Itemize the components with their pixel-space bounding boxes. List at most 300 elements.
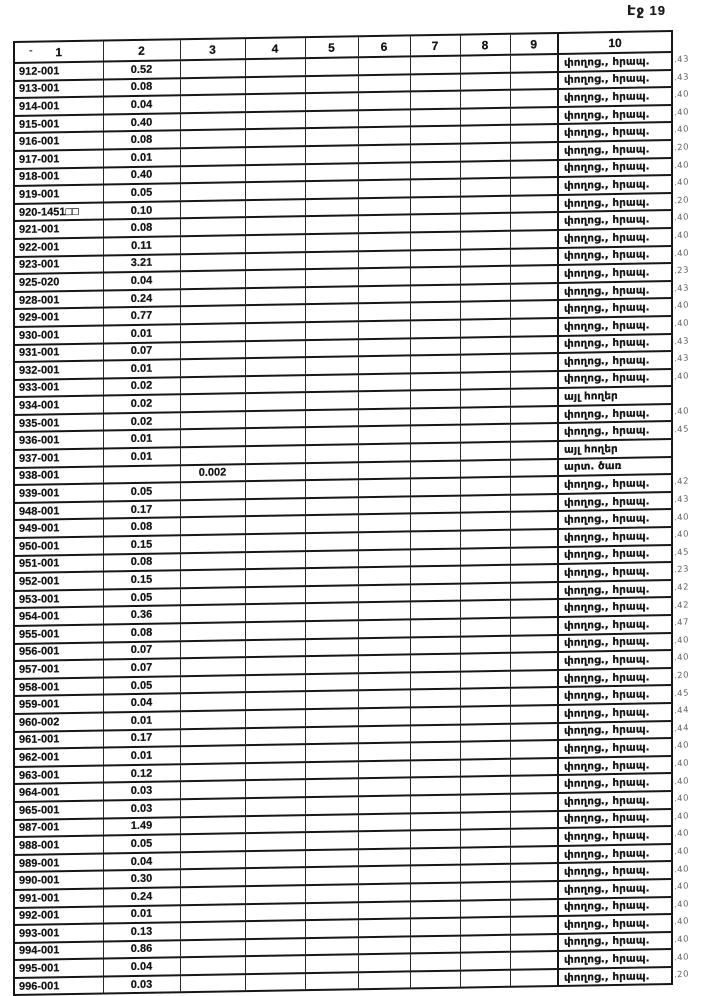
cell-empty xyxy=(510,582,558,600)
handwritten-margin-mark: .40 xyxy=(673,635,690,647)
cell-area-value: 0.52 xyxy=(103,60,180,79)
cell-area-value-3 xyxy=(180,94,245,113)
cell-area-value: 0.03 xyxy=(103,975,180,994)
cell-area-value: 0.01 xyxy=(103,324,180,343)
cell-code: 916-001 xyxy=(14,132,103,151)
cell-empty xyxy=(510,230,558,248)
cell-code: 934-001 xyxy=(14,396,103,415)
cell-empty xyxy=(510,212,558,230)
cell-empty xyxy=(460,248,510,266)
cell-empty xyxy=(460,424,510,442)
cell-land-use: փողոց., հրապ. xyxy=(558,527,672,546)
cell-area-value: 0.05 xyxy=(103,482,180,501)
cell-empty xyxy=(358,479,410,497)
cell-empty xyxy=(358,197,410,215)
cell-code: 949-001 xyxy=(14,519,103,538)
cell-code: 965-001 xyxy=(14,800,103,819)
cell-area-value-3 xyxy=(180,481,245,500)
handwritten-margin-mark: .40 xyxy=(673,916,690,928)
cell-empty xyxy=(305,937,358,955)
cell-land-use: փողոց., հրապ. xyxy=(558,193,672,212)
cell-empty xyxy=(245,287,305,306)
cell-empty xyxy=(245,322,305,341)
cell-empty xyxy=(410,214,460,232)
cell-code: 948-001 xyxy=(14,501,103,520)
cell-area-value-3 xyxy=(180,728,245,747)
cell-empty xyxy=(245,58,305,77)
cell-empty xyxy=(510,564,558,582)
cell-empty xyxy=(410,108,460,126)
cell-empty xyxy=(305,444,358,462)
cell-empty xyxy=(245,639,305,658)
cell-empty xyxy=(510,793,558,811)
handwritten-margin-mark: .20 xyxy=(673,969,690,981)
column-header-label: 5 xyxy=(328,40,335,55)
cell-empty xyxy=(460,864,510,882)
cell-empty xyxy=(358,92,410,110)
cell-code: 914-001 xyxy=(14,97,103,116)
cell-empty xyxy=(245,217,305,236)
cell-empty xyxy=(460,882,510,900)
handwritten-margin-mark: .44 xyxy=(673,723,690,735)
handwritten-margin-mark: .40 xyxy=(673,758,690,770)
cell-area-value: 0.17 xyxy=(103,500,180,519)
cell-empty xyxy=(305,884,358,902)
cell-area-value: 0.15 xyxy=(103,535,180,554)
cell-code: 925-020 xyxy=(14,273,103,292)
cell-land-use: փողոց., հրապ. xyxy=(558,861,672,880)
cell-empty xyxy=(245,604,305,623)
cell-empty xyxy=(410,495,460,513)
cell-empty xyxy=(358,567,410,585)
cell-empty xyxy=(410,249,460,267)
cell-empty xyxy=(510,898,558,916)
cell-empty xyxy=(410,847,460,865)
cell-code: 989-001 xyxy=(14,853,103,872)
cell-empty xyxy=(410,407,460,425)
cell-empty xyxy=(460,970,510,988)
cell-land-use: փողոց., հրապ. xyxy=(558,562,672,581)
cell-empty xyxy=(358,356,410,374)
cell-empty xyxy=(410,707,460,725)
cell-empty xyxy=(245,815,305,834)
column-header-label: 2 xyxy=(138,43,145,58)
cell-empty xyxy=(460,794,510,812)
handwritten-margin-mark: .43 xyxy=(673,283,690,295)
cell-area-value: 0.05 xyxy=(103,834,180,853)
cell-empty xyxy=(510,265,558,283)
cell-empty xyxy=(358,285,410,303)
cell-empty xyxy=(460,442,510,460)
handwritten-margin-mark: .40 xyxy=(673,529,690,541)
handwritten-margin-mark: .40 xyxy=(673,124,690,136)
cell-area-value-3 xyxy=(180,305,245,324)
cell-area-value-3 xyxy=(180,59,245,78)
cell-empty xyxy=(410,73,460,91)
cell-empty xyxy=(358,602,410,620)
column-header xyxy=(358,35,410,57)
cell-empty xyxy=(358,760,410,778)
cell-empty xyxy=(305,233,358,251)
cell-empty xyxy=(410,355,460,373)
cell-empty xyxy=(510,705,558,723)
scan-artifact-dash: - xyxy=(29,44,33,57)
cell-land-use: փողոց., հրապ. xyxy=(558,122,672,141)
cell-empty xyxy=(358,215,410,233)
cell-area-value: 0.04 xyxy=(103,958,180,977)
cell-empty xyxy=(305,638,358,656)
cell-empty xyxy=(305,532,358,550)
cell-empty xyxy=(460,829,510,847)
cell-empty xyxy=(245,93,305,112)
column-header-label: 8 xyxy=(481,37,489,52)
cell-code: 993-001 xyxy=(14,924,103,943)
cell-area-value-3 xyxy=(180,499,245,518)
cell-code: 912-001 xyxy=(14,62,103,81)
cell-area-value-3 xyxy=(180,552,245,571)
cell-empty xyxy=(410,302,460,320)
cell-land-use: փողոց., հրապ. xyxy=(558,105,672,124)
cell-empty xyxy=(305,691,358,709)
column-header xyxy=(510,33,558,55)
cell-empty xyxy=(410,460,460,478)
cell-empty xyxy=(510,72,558,90)
handwritten-margin-mark: .45 xyxy=(673,424,690,436)
cell-empty xyxy=(510,863,558,881)
cell-empty xyxy=(305,550,358,568)
cell-empty xyxy=(410,654,460,672)
cell-empty xyxy=(245,674,305,693)
cell-empty xyxy=(305,180,358,198)
cell-empty xyxy=(305,251,358,269)
handwritten-margin-mark: .42 xyxy=(673,582,690,594)
cell-area-value-3 xyxy=(180,833,245,852)
handwritten-margin-mark: .43 xyxy=(673,54,690,66)
cell-empty xyxy=(460,547,510,565)
cell-empty xyxy=(460,407,510,425)
cell-area-value-3 xyxy=(180,270,245,289)
cell-code: 996-001 xyxy=(14,976,103,995)
cell-empty xyxy=(305,761,358,779)
cell-area-value: 0.05 xyxy=(103,676,180,695)
cell-empty xyxy=(410,91,460,109)
cell-empty xyxy=(245,797,305,816)
cell-land-use: փողոց., հրապ. xyxy=(558,580,672,599)
cell-empty xyxy=(410,918,460,936)
cell-empty xyxy=(305,75,358,93)
handwritten-margin-mark: .40 xyxy=(673,406,690,418)
cell-empty xyxy=(358,795,410,813)
cell-area-value-3 xyxy=(180,675,245,694)
cell-area-value: 0.01 xyxy=(103,905,180,924)
cell-land-use: փողոց., հրապ. xyxy=(558,967,672,986)
cell-empty xyxy=(460,846,510,864)
cell-empty xyxy=(245,920,305,939)
cell-area-value: 0.86 xyxy=(103,940,180,959)
cell-empty xyxy=(245,568,305,587)
cell-land-use: փողոց., հրապ. xyxy=(558,263,672,282)
cell-empty xyxy=(245,111,305,130)
cell-code: 995-001 xyxy=(14,959,103,978)
cell-land-use: փողոց., հրապ. xyxy=(558,721,672,740)
cell-area-value: 0.05 xyxy=(103,183,180,202)
cell-land-use: փողոց., հրապ. xyxy=(558,949,672,968)
cell-land-use: փողոց., հրապ. xyxy=(558,87,672,106)
cell-code: 951-001 xyxy=(14,554,103,573)
cell-empty xyxy=(358,672,410,690)
cell-empty xyxy=(410,759,460,777)
cell-land-use: այլ հողեր xyxy=(558,386,672,405)
cell-empty xyxy=(410,953,460,971)
cell-empty xyxy=(305,655,358,673)
cell-empty xyxy=(358,162,410,180)
scan-skew-wrapper xyxy=(13,29,712,996)
cell-code: 938-001 xyxy=(14,466,103,485)
cell-area-value-3 xyxy=(180,974,245,993)
cell-land-use: փողոց., հրապ. xyxy=(558,52,672,71)
cell-empty xyxy=(358,954,410,972)
column-header xyxy=(460,34,510,56)
cell-empty xyxy=(460,389,510,407)
cell-empty xyxy=(358,743,410,761)
cell-land-use: փողոց., հրապ. xyxy=(558,210,672,229)
cell-land-use: փողոց., հրապ. xyxy=(558,175,672,194)
cell-empty xyxy=(358,936,410,954)
cell-land-use: փողոց., հրապ. xyxy=(558,703,672,722)
cell-empty xyxy=(510,652,558,670)
cell-area-value: 0.01 xyxy=(103,430,180,449)
handwritten-margin-mark: .40 xyxy=(673,89,690,101)
handwritten-margin-mark: .42 xyxy=(673,476,690,488)
handwritten-margin-mark: .43 xyxy=(673,72,690,84)
cell-area-value-3 xyxy=(180,710,245,729)
cell-empty xyxy=(245,480,305,499)
cell-land-use: փողոց., հրապ. xyxy=(558,844,672,863)
cell-empty xyxy=(510,828,558,846)
cell-empty xyxy=(460,899,510,917)
cell-empty xyxy=(358,109,410,127)
cell-empty xyxy=(245,903,305,922)
cell-empty xyxy=(510,160,558,178)
cell-empty xyxy=(510,529,558,547)
cell-empty xyxy=(410,742,460,760)
cell-code: 929-001 xyxy=(14,308,103,327)
cell-empty xyxy=(245,832,305,851)
cell-empty xyxy=(510,599,558,617)
cell-code: 923-001 xyxy=(14,255,103,274)
cell-area-value: 0.08 xyxy=(103,131,180,150)
cell-empty xyxy=(358,74,410,92)
cell-empty xyxy=(510,124,558,142)
cell-area-value-3 xyxy=(180,763,245,782)
cell-empty xyxy=(305,92,358,110)
cell-area-value: 0.08 xyxy=(103,623,180,642)
cell-empty xyxy=(410,882,460,900)
cell-area-value-3 xyxy=(180,358,245,377)
cell-empty xyxy=(510,283,558,301)
cell-empty xyxy=(305,620,358,638)
cell-empty xyxy=(305,198,358,216)
cell-empty xyxy=(460,512,510,530)
cell-empty xyxy=(245,252,305,271)
cell-area-value-3 xyxy=(180,569,245,588)
cell-empty xyxy=(245,621,305,640)
cell-empty xyxy=(510,810,558,828)
cell-empty xyxy=(245,692,305,711)
cell-empty xyxy=(245,357,305,376)
column-header xyxy=(410,35,460,57)
column-header-label: 7 xyxy=(431,38,439,53)
handwritten-margin-mark: .20 xyxy=(673,142,690,154)
cell-land-use: փողոց., հրապ. xyxy=(558,650,672,669)
cell-empty xyxy=(245,181,305,200)
cell-area-value: 0.17 xyxy=(103,729,180,748)
cell-land-use: այլ հողեր xyxy=(558,439,672,458)
cell-empty xyxy=(358,549,410,567)
cell-area-value-3 xyxy=(180,112,245,131)
cell-empty xyxy=(245,463,305,482)
cell-area-value: 0.01 xyxy=(103,711,180,730)
handwritten-margin-mark: .40 xyxy=(673,177,690,189)
cell-empty xyxy=(460,143,510,161)
cell-empty xyxy=(245,867,305,886)
cell-land-use: փողոց., հրապ. xyxy=(558,246,672,265)
cell-empty xyxy=(305,57,358,75)
cell-empty xyxy=(305,585,358,603)
cell-empty xyxy=(510,142,558,160)
cell-code: 920-1451□□ xyxy=(14,202,103,221)
cell-code: 922-001 xyxy=(14,237,103,256)
cell-area-value: 0.07 xyxy=(103,658,180,677)
cell-land-use: փողոց., հրապ. xyxy=(558,668,672,687)
cell-land-use: փողոց., հրապ. xyxy=(558,422,672,441)
cell-empty xyxy=(410,126,460,144)
handwritten-margin-mark: .44 xyxy=(673,705,690,717)
cell-area-value: 0.07 xyxy=(103,641,180,660)
cell-area-value: 0.04 xyxy=(103,852,180,871)
cell-empty xyxy=(460,706,510,724)
cell-empty xyxy=(410,372,460,390)
cell-empty xyxy=(510,247,558,265)
cell-empty xyxy=(358,461,410,479)
cell-area-value-3 xyxy=(180,235,245,254)
cell-area-value: 0.02 xyxy=(103,395,180,414)
cell-empty xyxy=(305,902,358,920)
cell-empty xyxy=(358,250,410,268)
cell-empty xyxy=(305,268,358,286)
cell-area-value: 0.24 xyxy=(103,289,180,308)
cell-land-use: փողոց., հրապ. xyxy=(558,597,672,616)
cell-code: 992-001 xyxy=(14,906,103,925)
cell-empty xyxy=(410,144,460,162)
cell-area-value: 0.01 xyxy=(103,148,180,167)
cell-empty xyxy=(305,356,358,374)
cell-land-use: փողոց., հրապ. xyxy=(558,140,672,159)
cell-empty xyxy=(358,496,410,514)
cell-code: 933-001 xyxy=(14,378,103,397)
cell-area-value-3 xyxy=(180,288,245,307)
handwritten-margin-mark: .40 xyxy=(673,934,690,946)
cell-area-value: 0.24 xyxy=(103,887,180,906)
cell-area-value-3 xyxy=(180,816,245,835)
cell-empty xyxy=(305,779,358,797)
cell-empty xyxy=(305,831,358,849)
cell-empty xyxy=(305,163,358,181)
cell-code: 936-001 xyxy=(14,431,103,450)
cell-empty xyxy=(358,408,410,426)
cell-area-value-3 xyxy=(180,393,245,412)
cell-empty xyxy=(358,637,410,655)
cell-code: 962-001 xyxy=(14,748,103,767)
handwritten-margin-mark: .45 xyxy=(673,547,690,559)
cell-empty xyxy=(410,689,460,707)
cell-empty xyxy=(305,110,358,128)
cell-empty xyxy=(460,354,510,372)
cell-area-value: 0.03 xyxy=(103,799,180,818)
handwritten-margin-mark: .40 xyxy=(673,160,690,172)
cell-empty xyxy=(410,548,460,566)
cell-empty xyxy=(358,391,410,409)
cell-code: 994-001 xyxy=(14,941,103,960)
cell-area-value: 0.77 xyxy=(103,307,180,326)
cell-empty xyxy=(245,727,305,746)
cell-empty xyxy=(305,427,358,445)
cell-empty xyxy=(510,670,558,688)
cell-empty xyxy=(245,445,305,464)
handwritten-margin-mark: .40 xyxy=(673,107,690,119)
column-header-label: 4 xyxy=(271,41,279,56)
cell-code: 932-001 xyxy=(14,361,103,380)
cell-empty xyxy=(510,969,558,987)
cell-empty xyxy=(245,762,305,781)
cell-empty xyxy=(460,565,510,583)
cell-empty xyxy=(510,177,558,195)
cell-empty xyxy=(460,741,510,759)
cell-empty xyxy=(510,406,558,424)
cell-area-value-3 xyxy=(180,640,245,659)
cell-land-use: փողոց., հրապ. xyxy=(558,791,672,810)
cell-empty xyxy=(358,655,410,673)
cell-empty xyxy=(410,267,460,285)
handwritten-margin-mark: .40 xyxy=(673,828,690,840)
cell-empty xyxy=(510,547,558,565)
cell-empty xyxy=(510,423,558,441)
cell-code: 953-001 xyxy=(14,589,103,608)
cell-empty xyxy=(410,671,460,689)
cell-empty xyxy=(245,850,305,869)
cell-empty xyxy=(460,283,510,301)
cell-empty xyxy=(305,515,358,533)
cell-code: 955-001 xyxy=(14,625,103,644)
cell-empty xyxy=(358,831,410,849)
cell-empty xyxy=(460,266,510,284)
cell-land-use: փողոց., հրապ. xyxy=(558,756,672,775)
cell-code: 956-001 xyxy=(14,642,103,661)
cell-area-value-3 xyxy=(180,130,245,149)
cell-area-value: 0.36 xyxy=(103,606,180,625)
cell-empty xyxy=(358,883,410,901)
cell-code: 988-001 xyxy=(14,836,103,855)
cell-land-use: փողոց., հրապ. xyxy=(558,158,672,177)
handwritten-margin-mark: .43 xyxy=(673,494,690,506)
cell-code: 928-001 xyxy=(14,290,103,309)
cell-area-value: 0.11 xyxy=(103,236,180,255)
cell-area-value: 0.08 xyxy=(103,518,180,537)
cell-land-use: փողոց., հրապ. xyxy=(558,369,672,388)
cell-area-value-3 xyxy=(180,939,245,958)
cell-empty xyxy=(460,72,510,90)
cell-empty xyxy=(460,178,510,196)
